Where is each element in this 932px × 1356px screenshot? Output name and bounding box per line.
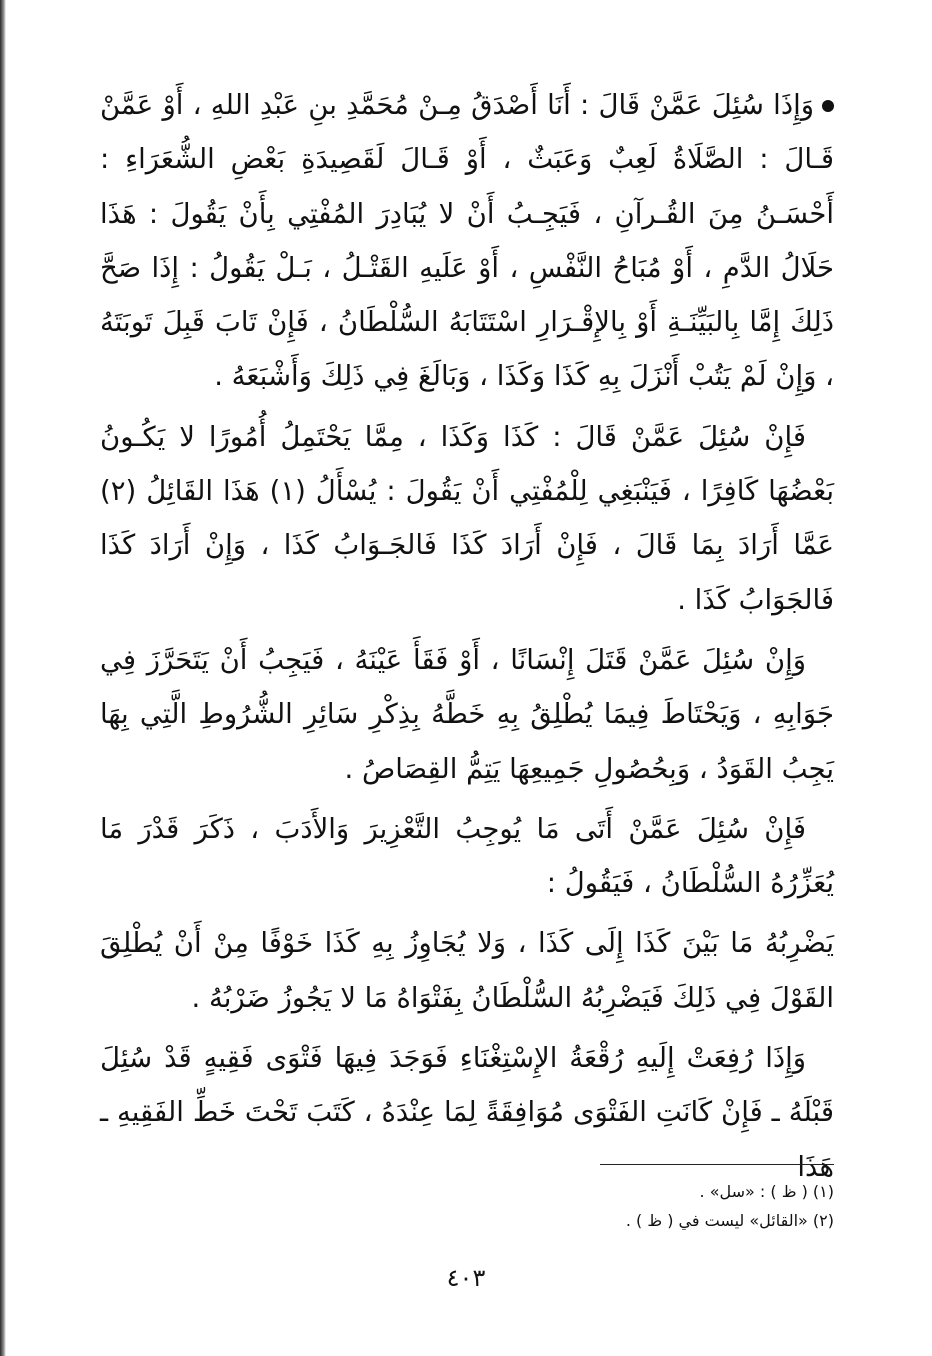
paragraph-5: يَضْرِبُهُ مَا بَيْنَ كَذَا إِلَى كَذَا ، وَلا يُجَاوِزُ بِهِ كَذَا خَوْفًا مِنْ أَنْ يُطْلِقَ القَوْلَ فِي ذَلِكَ فَيَضْرِبُهُ السُّلْطَانُ بِفَتْوَاهُ مَا لا يَجُوزُ ضَرْبُهُ . <box>100 927 834 1014</box>
paragraph-2: فَإِنْ سُئِلَ عَمَّنْ قَالَ : كَذَا وَكَذَا ، مِمَّا يَحْتَمِلُ أُمُورًا لا يَكُـونُ بَعْضُهَا كَافِرًا ، فَيَنْبَغِي لِلْمُفْتِي أَنْ يَقُولَ : يُسْأَلُ (١) هَذَا القَائِلُ (٢) عَمَّا أَرَادَ بِمَا قَالَ ، فَإِنْ أَرَادَ كَذَا فَالجَـوَابُ كَذَا ، وَإِنْ أَرَادَ كَذَا فَالجَوَابُ كَذَا . <box>100 420 834 616</box>
paragraph-4: فَإِنْ سُئِلَ عَمَّنْ أَتَى مَا يُوجِبُ التَّعْزِيرَ وَالأَدَبَ ، ذَكَرَ قَدْرَ مَا يُعَزِّرُهُ السُّلْطَانُ ، فَيَقُولُ : <box>100 812 834 900</box>
page-number: ٤٠٣ <box>446 1264 486 1292</box>
paragraph-1-text: وَإِذَا سُئِلَ عَمَّنْ قَالَ : أَنَا أَصْدَقُ مِـنْ مُحَمَّدِ بنِ عَبْدِ اللهِ ، أَوْ عَمَّنْ قَـالَ : الصَّلَاةُ لَعِبٌ وَعَبَثٌ ، أَوْ قَـالَ لَقَصِيدَةِ بَعْضِ الشُّعَرَاءِ : أَحْسَـنُ مِنَ القُـرآنِ ، فَيَجِـبُ أَنْ لا يُبَادِرَ المُفْتِي بِأَنْ يَقُولَ : هَذَا حَلَالُ الدَّمِ ، أَوْ مُبَاحُ النَّفْسِ ، أَوْ عَلَيهِ القَتْـلُ ، بَـلْ يَقُولُ : إِذَا صَحَّ ذَلِكَ إِمَّا بِالبَيِّنَـةِ أَوْ بِالإِقْـرَارِ اسْتَتَابَهُ السُّلْطَانُ ، فَإِنْ تَابَ قَبِلَ تَوبَتَهُ ، وَإِنْ لَمْ يَتُبْ أَنْزَلَ بِهِ كَذَا وَكَذَا ، وَبَالَغَ فِي ذَلِكَ وَأَشْبَعَهُ . <box>100 89 834 393</box>
footnotes <box>560 1177 834 1235</box>
bullet-icon <box>822 100 834 112</box>
scan-edge-shadow <box>0 0 6 1356</box>
footnote-2: (٢) «القائل» ليست في ( ظ ) . <box>625 1211 834 1230</box>
main-text <box>100 78 834 1194</box>
footnote-1: (١) ( ظ ) : «سل» . <box>699 1182 834 1201</box>
footnote-divider <box>600 1164 834 1165</box>
paragraph-6: وَإِذَا رُفِعَتْ إِلَيهِ رُقْعَةُ الإِسْتِغْنَاءِ فَوَجَدَ فِيهَا فَتْوَى فَقِيهٍ قَدْ سُئِلَ قَبْلَهُ ـ فَإِنْ كَانَتِ الفَتْوَى مُوَافِقَةً لِمَا عِنْدَهُ ، كَتَبَ تَحْتَ خَطِّ الفَقِيهِ ـ هَذَا <box>100 1042 834 1183</box>
paragraph-3: وَإِنْ سُئِلَ عَمَّنْ قَتَلَ إِنْسَانًا ، أَوْ فَقَأَ عَيْنَهُ ، فَيَجِبُ أَنْ يَتَحَرَّزَ فِي جَوَابِهِ ، وَيَحْتَاطَ فِيمَا يُطْلِقُ بِهِ خَطَّهُ بِذِكْرِ سَائِرِ الشُّرُوطِ الَّتِي بِهَا يَجِبُ القَوَدُ ، وَبِحُصُولِ جَمِيعِهَا يَتِمُّ القِصَاصُ . <box>100 643 834 785</box>
paragraph-1 <box>100 78 834 404</box>
